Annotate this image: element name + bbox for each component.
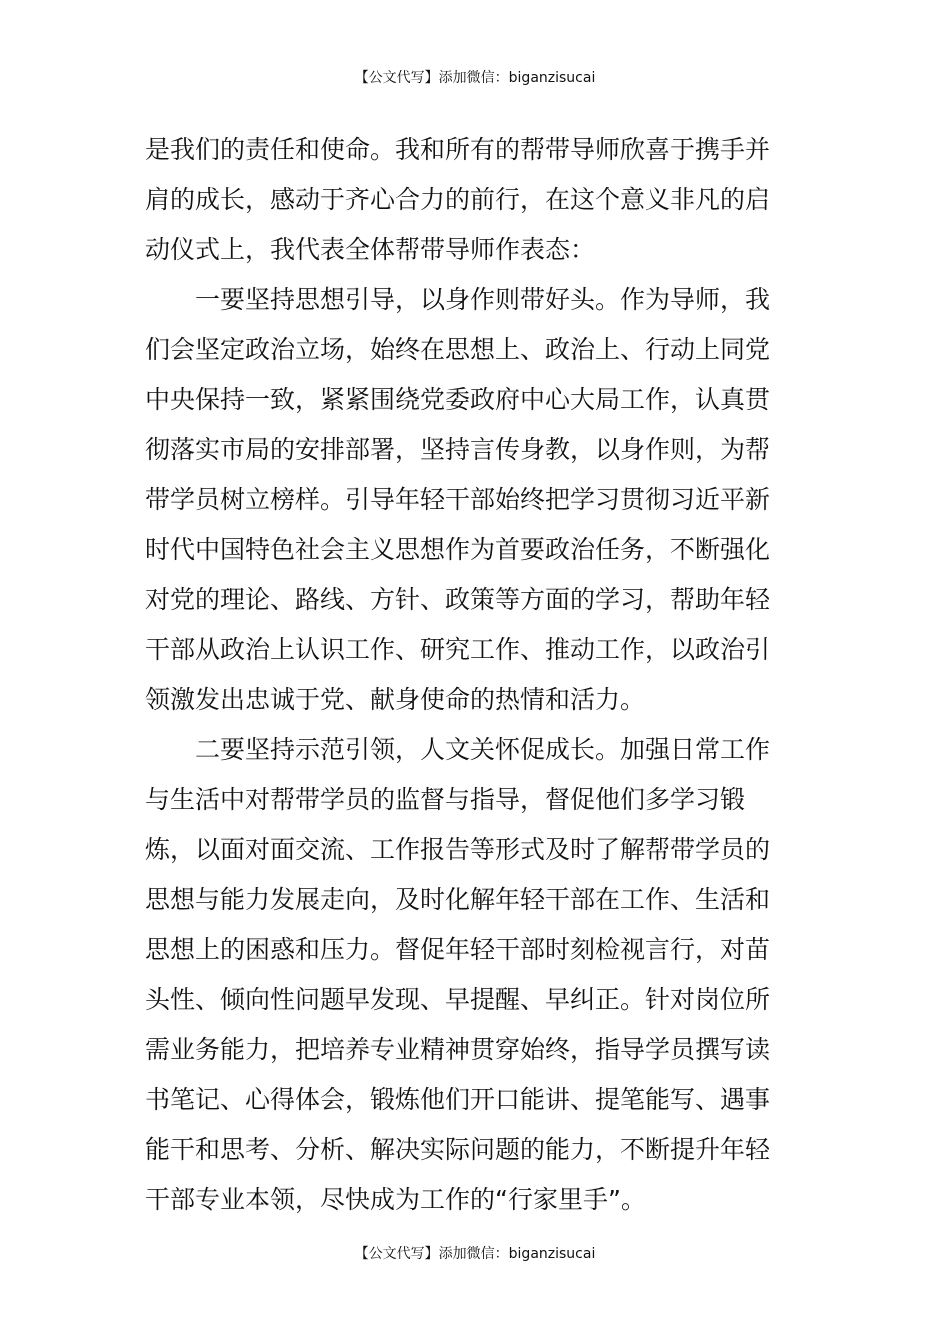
body-line: 带学员树立榜样。引导年轻干部始终把学习贯彻习近平新 xyxy=(145,485,771,514)
body-line: 领激发出忠诚于党、献身使命的热情和活力。 xyxy=(145,685,646,714)
body-line: 干部专业本领，尽快成为工作的“行家里手”。 xyxy=(145,1185,646,1214)
body-line: 干部从政治上认识工作、研究工作、推动工作，以政治引 xyxy=(145,635,771,664)
body-line: 肩的成长，感动于齐心合力的前行，在这个意义非凡的启 xyxy=(145,185,771,214)
body-line: 与生活中对帮带学员的监督与指导，督促他们多学习锻 xyxy=(145,785,746,814)
body-line: 头性、倾向性问题早发现、早提醒、早纠正。针对岗位所 xyxy=(145,985,771,1014)
body-line: 炼，以面对面交流、工作报告等形式及时了解帮带学员的 xyxy=(145,835,771,864)
body-line: 是我们的责任和使命。我和所有的帮带导师欣喜于携手并 xyxy=(145,135,771,164)
body-line: 彻落实市局的安排部署，坚持言传身教，以身作则，为帮 xyxy=(145,435,771,464)
page-header: 【公文代写】添加微信：biganzisucai xyxy=(354,70,596,86)
body-line: 思想上的困惑和压力。督促年轻干部时刻检视言行，对苗 xyxy=(145,935,771,964)
body-line: 动仪式上，我代表全体帮带导师作表态： xyxy=(145,235,596,264)
body-line: 中央保持一致，紧紧围绕党委政府中心大局工作，认真贯 xyxy=(145,385,771,414)
body-line: 时代中国特色社会主义思想作为首要政治任务，不断强化 xyxy=(145,535,771,564)
body-line: 们会坚定政治立场，始终在思想上、政治上、行动上同党 xyxy=(145,335,771,364)
body-line: 对党的理论、路线、方针、政策等方面的学习，帮助年轻 xyxy=(145,585,771,614)
body-line: 能干和思考、分析、解决实际问题的能力，不断提升年轻 xyxy=(145,1135,771,1164)
body-line: 思想与能力发展走向，及时化解年轻干部在工作、生活和 xyxy=(145,885,771,914)
body-line: 需业务能力，把培养专业精神贯穿始终，指导学员撰写读 xyxy=(145,1035,771,1064)
body-line: 一要坚持思想引导，以身作则带好头。作为导师，我 xyxy=(145,285,771,314)
page-footer: 【公文代写】添加微信：biganzisucai xyxy=(354,1246,596,1262)
body-line: 书笔记、心得体会，锻炼他们开口能讲、提笔能写、遇事 xyxy=(145,1085,771,1114)
body-line: 二要坚持示范引领，人文关怀促成长。加强日常工作 xyxy=(145,735,771,764)
